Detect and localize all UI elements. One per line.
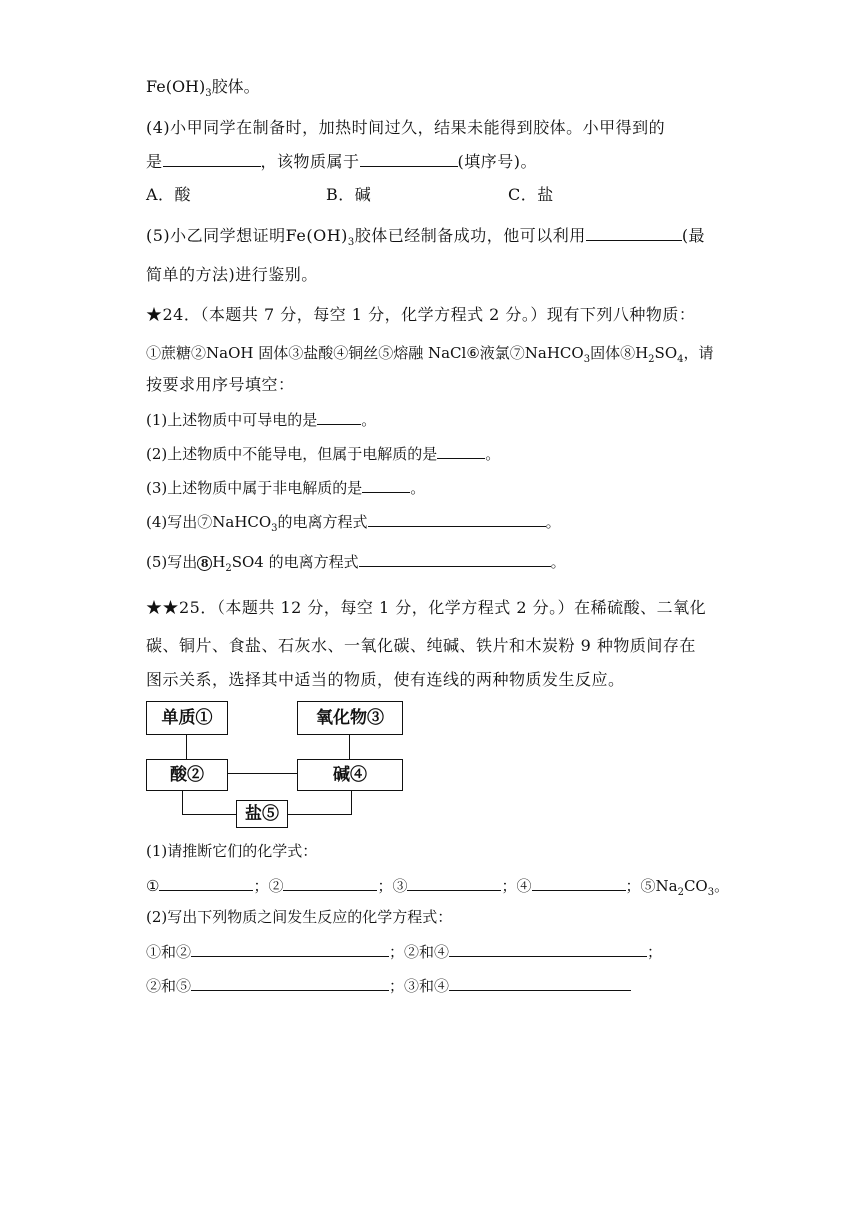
fe-oh-formula: Fe(OH) xyxy=(146,77,206,96)
text: ； xyxy=(647,943,663,961)
answer-blank[interactable] xyxy=(368,510,546,527)
box-acid: 酸② xyxy=(146,759,228,791)
text: (2)上述物质中不能导电，但属于电解质的是 xyxy=(146,445,438,463)
q24-s2 xyxy=(146,442,500,465)
text: (填序号)。 xyxy=(457,152,538,171)
subscript: 3 xyxy=(347,237,355,249)
text: ；③ xyxy=(377,877,408,895)
subscript: 3 xyxy=(205,88,212,100)
box-base: 碱④ xyxy=(297,759,403,791)
answer-blank[interactable] xyxy=(586,224,682,241)
q23-p4-line1: (4)小甲同学在制备时，加热时间过久，结果未能得到胶体。小甲得到的 xyxy=(146,118,666,137)
q25-header: ★★25．（本题共 12 分，每空 1 分，化学方程式 2 分。）在稀硫酸、二氧化 xyxy=(146,598,707,617)
q24-substances xyxy=(146,342,714,371)
text: 的电离方程式 xyxy=(277,513,368,531)
subscript: 2 xyxy=(225,563,232,574)
q23-line1 xyxy=(146,76,260,105)
q25-line2: 碳、铜片、食盐、石灰水、一氧化碳、纯碱、铁片和木炭粉 9 种物质间存在 xyxy=(146,636,696,655)
text: ① xyxy=(146,877,160,895)
answer-blank[interactable] xyxy=(283,874,377,891)
connector-line xyxy=(182,814,236,815)
text: 。 xyxy=(485,445,501,463)
subscript: 3 xyxy=(271,523,278,534)
text: 。 xyxy=(361,411,377,429)
answer-blank[interactable] xyxy=(191,940,389,957)
text: (1)上述物质中可导电的是 xyxy=(146,411,318,429)
q25-eq-row1 xyxy=(146,940,662,963)
q24-s5 xyxy=(146,550,566,580)
fe-oh-formula: Fe(OH) xyxy=(285,226,348,245)
option-c: C．盐 xyxy=(508,185,554,204)
q25-s2: (2)写出下列物质之间发生反应的化学方程式： xyxy=(146,908,453,926)
answer-blank[interactable] xyxy=(532,874,626,891)
text: 胶体已经制备成功，他可以利用 xyxy=(354,226,586,245)
text: 胶体。 xyxy=(211,77,260,96)
answer-blank[interactable] xyxy=(449,974,631,991)
q24-s4 xyxy=(146,510,561,540)
answer-blank[interactable] xyxy=(360,150,458,167)
option-b: B．碱 xyxy=(326,185,372,204)
text: 。 xyxy=(714,877,730,895)
text: ①和② xyxy=(146,943,192,961)
text: ①蔗糖②NaOH 固体③盐酸④铜丝⑤熔融 NaCl⑥液氯⑦NaHCO xyxy=(146,344,584,362)
text: (5)小乙同学想证明 xyxy=(146,226,286,245)
text: 。 xyxy=(545,513,561,531)
text: CO xyxy=(683,877,708,895)
box-salt: 盐⑤ xyxy=(236,800,288,828)
text: 。 xyxy=(410,479,426,497)
text: ；②和④ xyxy=(389,943,450,961)
answer-blank[interactable] xyxy=(449,940,647,957)
text: ②和⑤ xyxy=(146,977,192,995)
subscript: 3 xyxy=(707,887,715,898)
text: 是 xyxy=(146,152,163,171)
q24-instruction: 按要求用序号填空： xyxy=(146,375,295,394)
connector-line xyxy=(288,814,351,815)
option-a: A．酸 xyxy=(146,185,192,204)
circled-eight: 8 xyxy=(197,556,212,571)
text: (3)上述物质中属于非电解质的是 xyxy=(146,479,363,497)
q24-s1 xyxy=(146,408,376,431)
connector-line xyxy=(349,735,350,759)
subscript: 4 xyxy=(677,354,684,365)
q25-formulas xyxy=(146,874,729,904)
connector-line xyxy=(186,735,187,759)
q23-p5-line2: 简单的方法)进行鉴别。 xyxy=(146,265,318,284)
text: ；⑤Na xyxy=(625,877,678,895)
answer-blank[interactable] xyxy=(159,874,253,891)
text: H xyxy=(212,553,226,571)
connector-line xyxy=(351,791,352,815)
text: 固体⑧H xyxy=(590,344,649,362)
text: ；③和④ xyxy=(389,977,450,995)
text: (4)写出⑦NaHCO xyxy=(146,513,272,531)
text: ，请 xyxy=(683,344,714,362)
q25-s1: (1)请推断它们的化学式： xyxy=(146,842,318,860)
connector-line xyxy=(182,791,183,815)
q24-s3 xyxy=(146,476,425,499)
text: ；④ xyxy=(501,877,532,895)
connector-line xyxy=(228,773,297,774)
q24-header: ★24．（本题共 7 分，每空 1 分，化学方程式 2 分。）现有下列八种物质： xyxy=(146,305,696,324)
text: 。 xyxy=(550,553,566,571)
text: SO xyxy=(654,344,678,362)
answer-blank[interactable] xyxy=(359,550,551,567)
text: ；② xyxy=(253,877,284,895)
answer-blank[interactable] xyxy=(362,476,410,493)
answer-blank[interactable] xyxy=(163,150,261,167)
answer-blank[interactable] xyxy=(437,442,485,459)
subscript: 2 xyxy=(677,887,684,898)
text: ，该物质属于 xyxy=(260,152,360,171)
box-oxide: 氧化物③ xyxy=(297,701,403,735)
text: (最 xyxy=(681,226,706,245)
answer-blank[interactable] xyxy=(191,974,389,991)
subscript: 2 xyxy=(648,354,655,365)
q23-p5-line1 xyxy=(146,224,705,254)
subscript: 3 xyxy=(583,354,591,365)
box-element: 单质① xyxy=(146,701,228,735)
answer-blank[interactable] xyxy=(317,408,361,425)
q25-eq-row2 xyxy=(146,974,631,997)
text: SO4 的电离方程式 xyxy=(231,553,359,571)
q23-p4-line2 xyxy=(146,150,537,173)
text: (5)写出 xyxy=(146,553,198,571)
q25-line3: 图示关系，选择其中适当的物质，使有连线的两种物质发生反应。 xyxy=(146,670,625,689)
answer-blank[interactable] xyxy=(407,874,501,891)
